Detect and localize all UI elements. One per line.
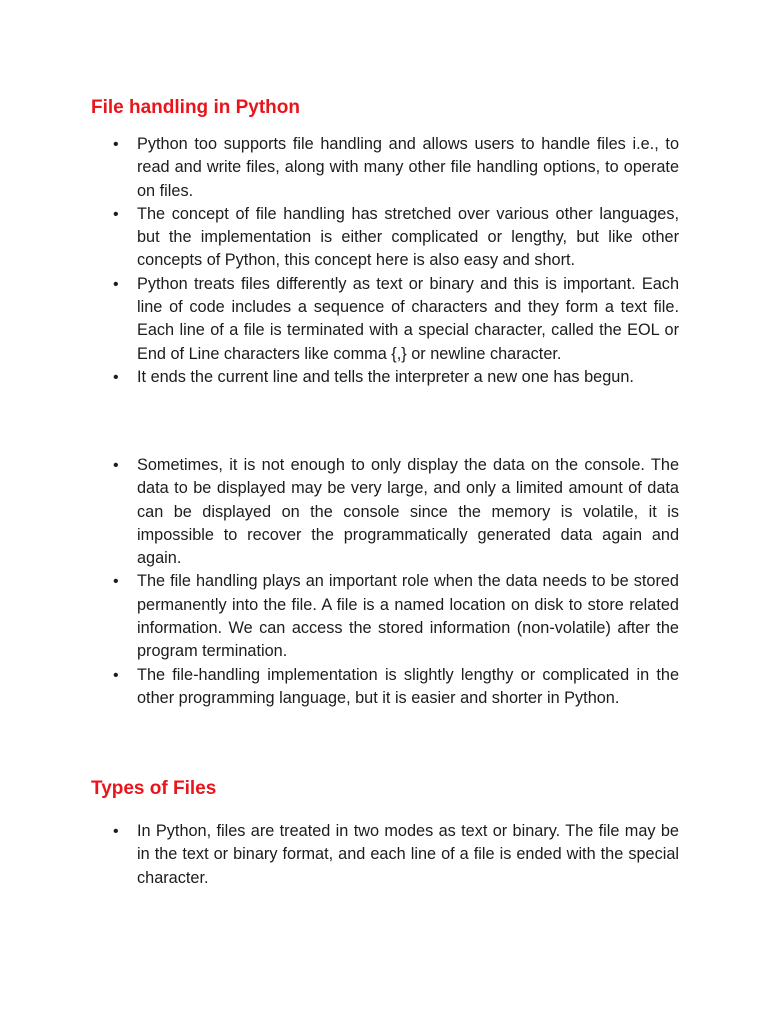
bullet-list-file-handling-continued bbox=[113, 454, 679, 710]
list-item-text: In Python, files are treated in two modes as text or binary. The file may be in the text or binary format, and each line of a file is ended with the special character. bbox=[137, 822, 679, 887]
list-item-text: The concept of file handling has stretched over various other languages, but the implementation is either complicated or lengthy, but like other concepts of Python, this concept here is also easy and short. bbox=[137, 204, 679, 270]
list-item bbox=[113, 133, 679, 203]
list-item bbox=[113, 664, 679, 711]
bullet-icon: • bbox=[113, 573, 119, 591]
section-heading-file-handling: File handling in Python bbox=[91, 97, 300, 118]
list-item bbox=[113, 454, 679, 570]
bullet-list-types-of-files bbox=[113, 820, 679, 890]
bullet-icon: • bbox=[113, 666, 119, 684]
bullet-icon: • bbox=[113, 823, 119, 840]
section-heading-types-of-files: Types of Files bbox=[91, 778, 217, 799]
bullet-icon: • bbox=[113, 457, 119, 474]
list-item-text: The file-handling implementation is slightly lengthy or complicated in the other programming language, but it is easier and shorter in Python. bbox=[137, 665, 679, 707]
bullet-icon: • bbox=[113, 136, 119, 153]
bullet-list-file-handling bbox=[113, 133, 679, 389]
list-item-text: Sometimes, it is not enough to only display the data on the console. The data to be displayed may be very large, and only a limited amount of data can be displayed on the console since the memory is volatile, it is impossible to recover the programmatically generated data again and again. bbox=[137, 456, 679, 568]
list-item bbox=[113, 203, 679, 273]
bullet-icon: • bbox=[113, 205, 119, 223]
list-item bbox=[113, 366, 679, 389]
list-item bbox=[113, 570, 679, 663]
bullet-icon: • bbox=[113, 368, 119, 386]
list-item bbox=[113, 273, 679, 366]
list-item bbox=[113, 820, 679, 890]
list-item-text: The file handling plays an important role when the data needs to be stored permanently into the file. A file is a named location on disk to store related information. We can access the stored information (non-volatile) after the program termination. bbox=[137, 572, 679, 661]
list-item-text: Python treats files differently as text or binary and this is important. Each line of code includes a sequence of characters and they form a text file. Each line of a file is terminated with a special character, called the EOL or End of Line characters like comma {,} or newline character. bbox=[137, 274, 679, 363]
bullet-icon: • bbox=[113, 275, 119, 293]
list-item-text: It ends the current line and tells the interpreter a new one has begun. bbox=[137, 367, 634, 386]
list-item-text: Python too supports file handling and allows users to handle files i.e., to read and write files, along with many other file handling options, to operate on files. bbox=[137, 135, 679, 200]
